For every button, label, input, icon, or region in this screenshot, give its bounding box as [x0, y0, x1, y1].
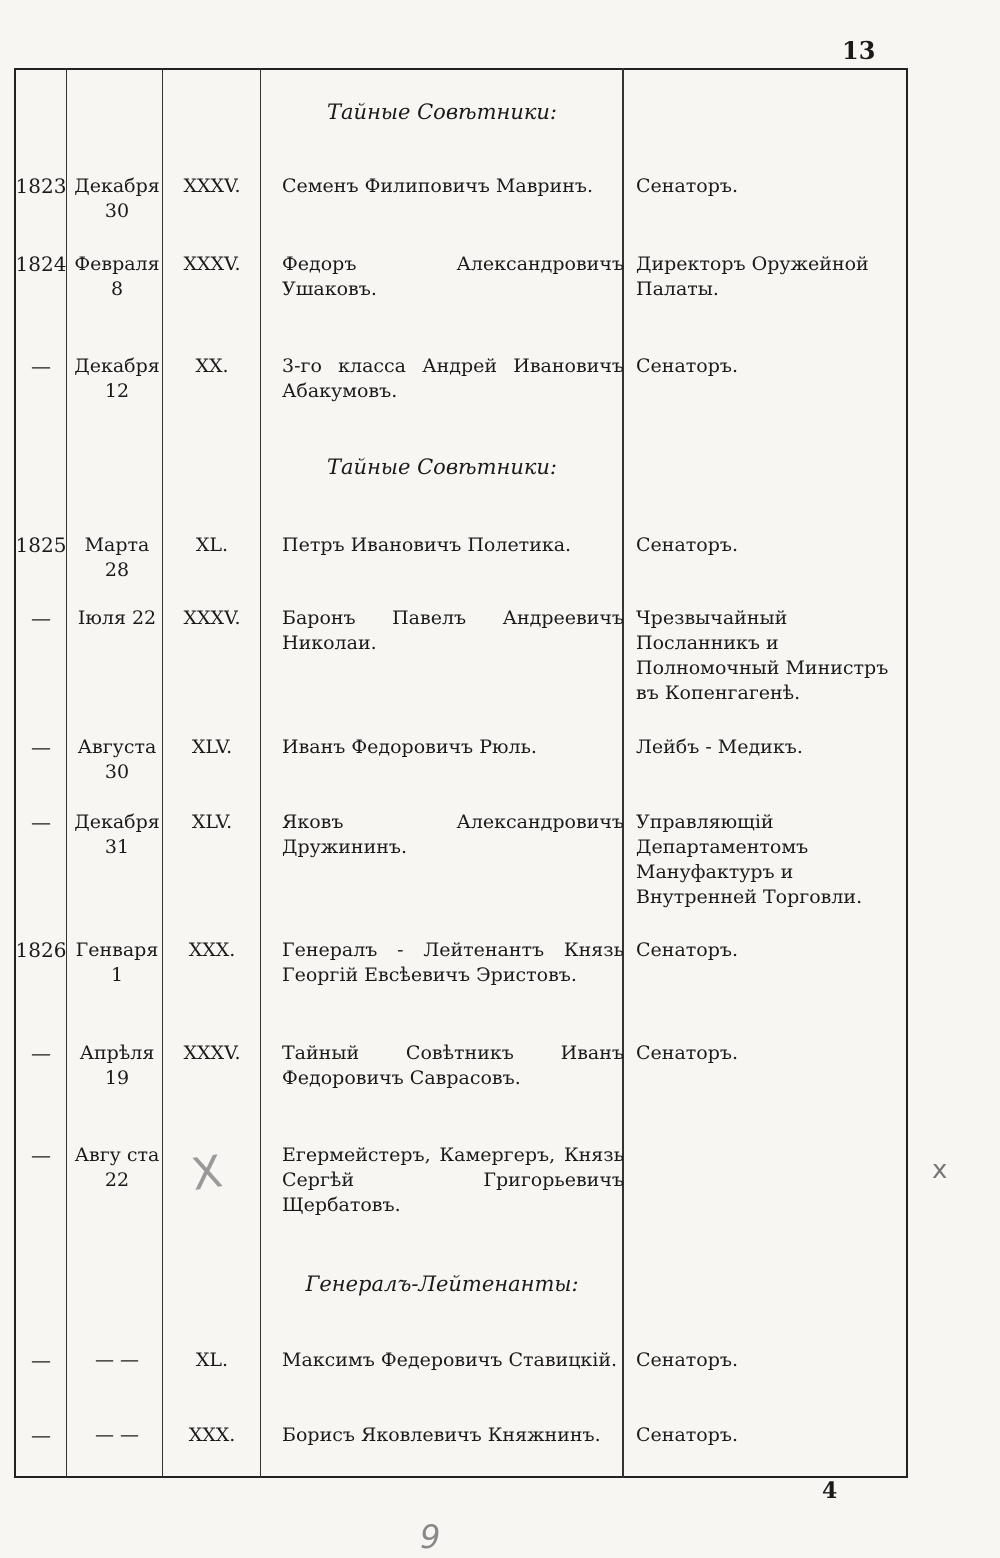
year-cell: — [31, 735, 51, 759]
section-heading: Тайные Совѣтники: [327, 100, 557, 124]
year-cell: — [31, 606, 51, 630]
day: 8 [110, 278, 124, 300]
name-cell: Максимъ Федеровичъ Ставицкій. [282, 1349, 618, 1371]
rank-cell: XLV. [191, 811, 233, 833]
year-cell: — [31, 1041, 51, 1065]
day: 31 [104, 836, 130, 858]
name-cell: Баронъ Павелъ Андреевичъ Николаи. [282, 607, 624, 654]
year-cell: 1824 [15, 252, 67, 276]
day: 19 [104, 1067, 130, 1089]
position-cell: Сенаторъ. [636, 1424, 739, 1446]
month: Авгу ста [74, 1144, 160, 1166]
position-cell: Чрезвычайный Посланникъ и Полномочный Министръ въ Копенгагенѣ. [636, 607, 889, 704]
day: 22 [104, 1169, 130, 1191]
name-cell: Тайный Совѣтникъ Иванъ Федоровичъ Саврасовъ. [282, 1042, 624, 1089]
position-cell: Управляющій Департаментомъ Мануфактуръ и Внутренней Торговли. [636, 811, 863, 908]
date-cell [68, 1041, 166, 1091]
day: 12 [104, 380, 130, 402]
rank-cell: XXXV. [183, 607, 241, 629]
year-cell: 1823 [15, 174, 67, 198]
rank-cell: XXX. [188, 939, 236, 961]
date-cell [68, 810, 166, 860]
name-cell: Яковъ Александровичъ Дружининъ. [282, 811, 624, 858]
name-cell: Семенъ Филиповичъ Мавринъ. [282, 175, 594, 197]
month: Іюля 22 [77, 607, 157, 629]
column-divider-rank [260, 68, 261, 1478]
position-cell: Сенаторъ. [636, 534, 739, 556]
month: — — [94, 1349, 140, 1371]
rank-cell: XL. [195, 1349, 229, 1371]
date-cell [68, 1143, 166, 1193]
name-cell: Борисъ Яковлевичъ Княжнинъ. [282, 1424, 601, 1446]
month: Августа [77, 736, 157, 758]
month: Декабря [74, 355, 160, 377]
year-cell: — [31, 1348, 51, 1372]
year-cell: — [31, 354, 51, 378]
month: Марта [84, 534, 150, 556]
date-cell [68, 938, 166, 988]
pencil-margin-mark: x [932, 1155, 948, 1185]
name-cell: 3-го класса Андрей Ивановичъ Абакумовъ. [282, 355, 624, 402]
date-cell [68, 174, 166, 224]
day: 1 [110, 964, 124, 986]
date-cell [68, 1423, 166, 1448]
rank-cell: XXXV. [183, 175, 241, 197]
pencil-cross-mark: X [188, 1146, 226, 1201]
day: 28 [104, 559, 130, 581]
rank-cell: XXXV. [183, 253, 241, 275]
name-cell: Петръ Ивановичъ Полетика. [282, 534, 572, 556]
month: Декабря [74, 811, 160, 833]
month: Декабря [74, 175, 160, 197]
day: 30 [104, 761, 130, 783]
position-cell: Директоръ Оружейной Палаты. [636, 253, 869, 300]
date-cell [68, 252, 166, 302]
name-cell: Егермейстеръ, Камергеръ, Князь Сергѣй Григорьевичъ Щербатовъ. [282, 1144, 624, 1216]
day: 30 [104, 200, 130, 222]
section-heading: Генералъ-Лейтенанты: [305, 1272, 579, 1296]
signature-mark: 4 [822, 1478, 838, 1504]
rank-cell: XXXV. [183, 1042, 241, 1064]
position-cell: Сенаторъ. [636, 1349, 739, 1371]
name-cell: Генералъ - Лейтенантъ Князь Георгій Евсѣевичъ Эристовъ. [282, 939, 624, 986]
rank-cell: XLV. [191, 736, 233, 758]
pencil-page-note: 9 [420, 1518, 441, 1556]
column-divider-year [66, 68, 67, 1478]
date-cell [68, 354, 166, 404]
rank-cell: XXX. [188, 1424, 236, 1446]
year-cell: 1825 [15, 533, 67, 557]
rank-cell: XL. [195, 534, 229, 556]
position-cell: Лейбъ - Медикъ. [636, 736, 803, 758]
date-cell [68, 533, 166, 583]
year-cell: — [31, 1423, 51, 1447]
page-number: 13 [842, 36, 876, 65]
position-cell: Сенаторъ. [636, 1042, 739, 1064]
year-cell: 1826 [15, 938, 67, 962]
year-cell: — [31, 1143, 51, 1167]
section-heading: Тайные Совѣтники: [327, 455, 557, 479]
date-cell [68, 735, 166, 785]
month: Февраля [74, 253, 160, 275]
position-cell: Сенаторъ. [636, 175, 739, 197]
year-cell: — [31, 810, 51, 834]
month: Генваря [75, 939, 159, 961]
position-cell: Сенаторъ. [636, 355, 739, 377]
name-cell: Федоръ Александровичъ Ушаковъ. [282, 253, 624, 300]
date-cell [68, 606, 166, 631]
name-cell: Иванъ Федоровичъ Рюль. [282, 736, 537, 758]
rank-cell: XX. [195, 355, 229, 377]
date-cell [68, 1348, 166, 1373]
month: Апрѣля [79, 1042, 155, 1064]
position-cell: Сенаторъ. [636, 939, 739, 961]
month: — — [94, 1424, 140, 1446]
